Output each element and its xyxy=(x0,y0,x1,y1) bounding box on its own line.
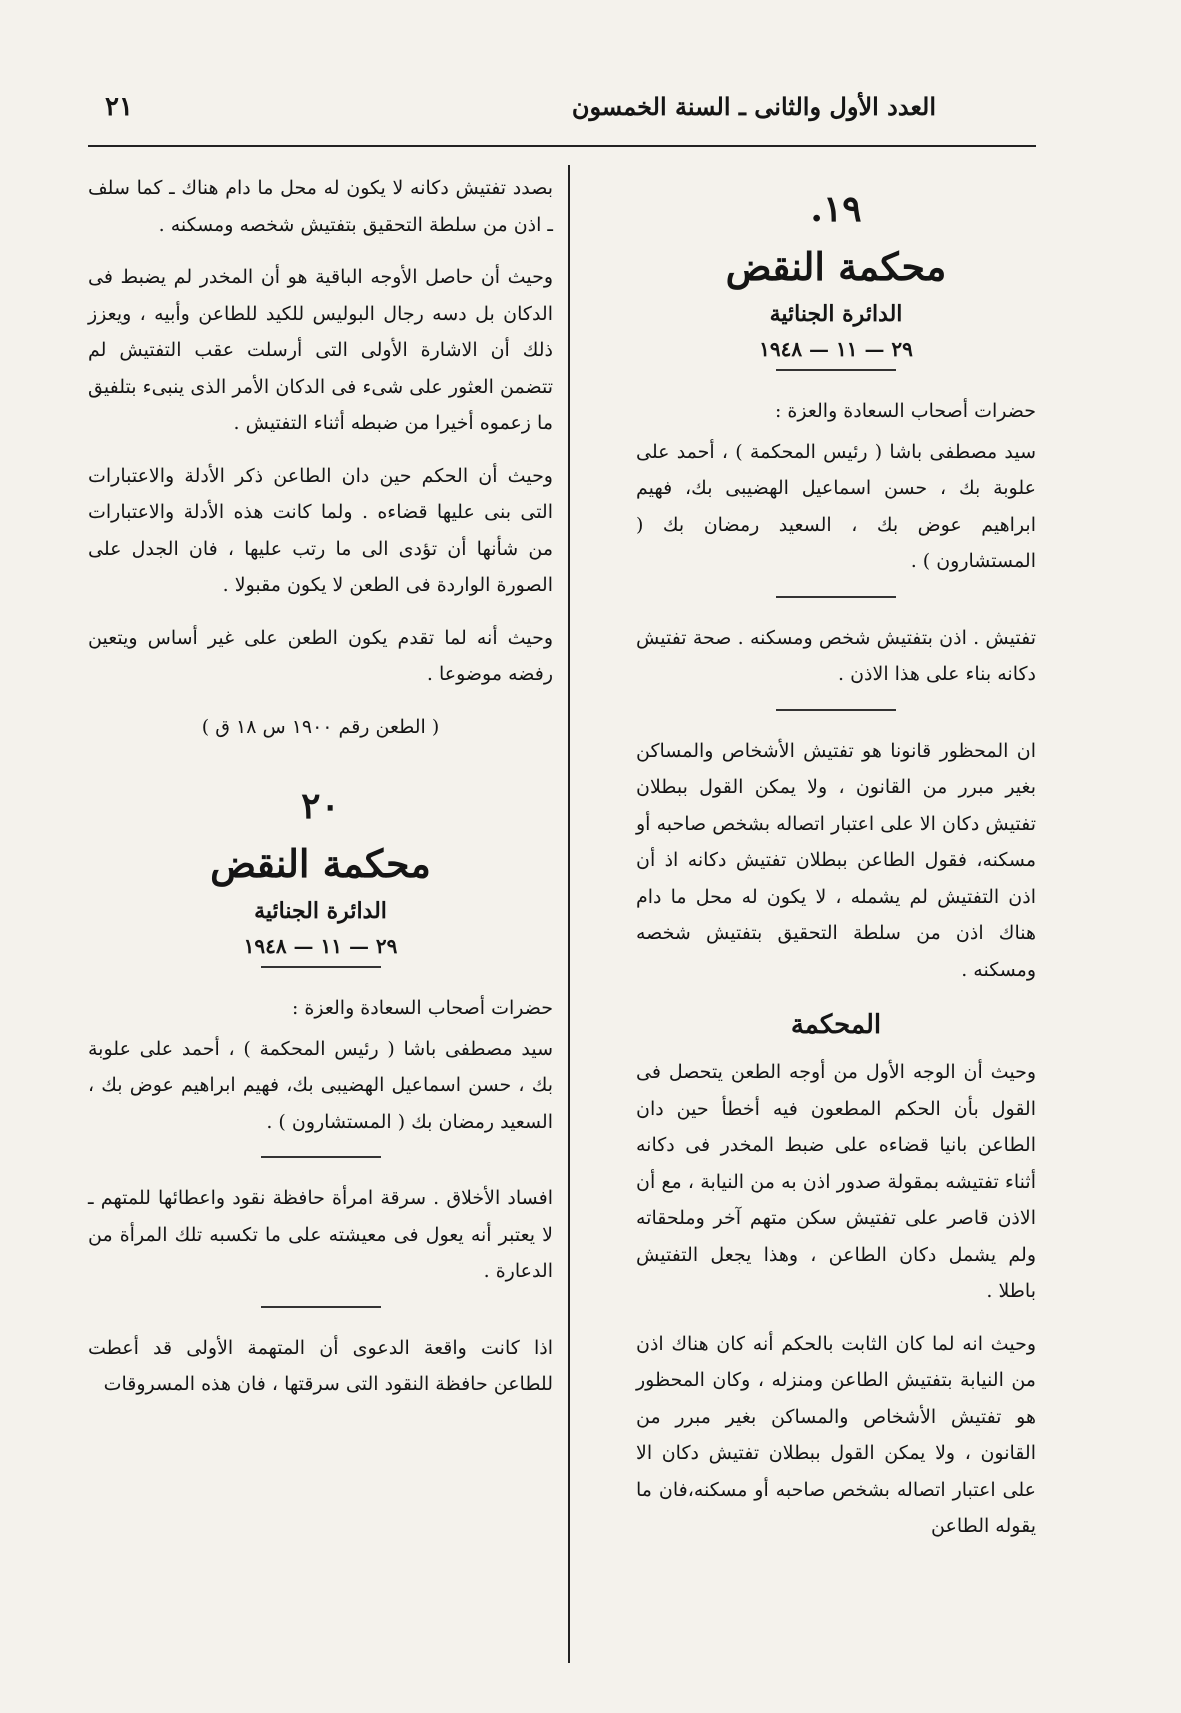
ruling-paragraph: وحيث انه لما كان الثابت بالحكم أنه كان هناك اذن من النيابة بتفتيش الطاعن ومنزله ، وكان المحظور هو تفتيش الأشخاص والمساكن بغير مبرر من القانون ، ولا يمكن القول ببطلان تفتيش دكان الا على اعتبار اتصاله بشخص صاحبه أو مسكنه،فان ما يقوله الطاعن xyxy=(636,1332,1036,1537)
case-number: ١٩. xyxy=(810,188,862,230)
separator xyxy=(261,1156,381,1158)
keywords: افساد الأخلاق . سرقة امرأة حافظة نقود واعطائها للمتهم ـ لا يعتبر أنه يعول فى معيشته على ما تكسبه تلك المرأة من الدعارة . xyxy=(88,1187,553,1282)
ruling-section-title: المحكمة xyxy=(790,1010,882,1040)
right-column xyxy=(636,170,1036,1561)
court-name: محكمة النقض xyxy=(725,244,947,289)
separator xyxy=(776,709,896,711)
separator xyxy=(261,966,381,968)
separator xyxy=(261,1306,381,1308)
judges-intro: حضرات أصحاب السعادة والعزة : xyxy=(291,997,553,1019)
journal-issue-title: العدد الأول والثانى ـ السنة الخمسون xyxy=(571,92,936,121)
page-number: ٢١ xyxy=(105,92,133,122)
separator xyxy=(776,596,896,598)
ruling-paragraph: وحيث أن الحكم حين دان الطاعن ذكر الأدلة والاعتبارات التى بنى عليها قضاءه . ولما كانت هذه الأدلة والاعتبارات من شأنها أن تؤدى الى ما رتب عليها ، فان الجدل على الصورة الواردة فى الطعن لا يكون مقبولا . xyxy=(88,464,553,596)
separator xyxy=(776,369,896,371)
left-column xyxy=(88,170,553,1419)
judges-list: سيد مصطفى باشا ( رئيس المحكمة ) ، أحمد على علوبة بك ، حسن اسماعيل الهضيبى بك، فهيم ابراهيم عوض بك ، السعيد رمضان بك ( المستشارون ) . xyxy=(636,440,1036,572)
legal-principle: ان المحظور قانونا هو تفتيش الأشخاص والمساكن بغير مبرر من القانون ، ولا يمكن القول ببطلان تفتيش دكان الا على اعتبار اتصاله بشخص صاحبه أو مسكنه، فقول الطاعن ببطلان تفتيش دكانه اذ أن اذن التفتيش لم يشمله ، لا يكون له محل ما دام هناك اذن من سلطة التحقيق بتفتيش شخصه ومسكنه . xyxy=(636,739,1037,981)
ruling-paragraph: وحيث أن الوجه الأول من أوجه الطعن يتحصل فى القول بأن الحكم المطعون فيه أخطأ حين دان الطاعن بانيا قضاءه على ضبط المخدر فى دكانه أثناء تفتيشه بمقولة صدور اذن به من النيابة ، مع أن الاذن قاصر على تفتيش سكن متهم آخر وملحقاته ولم يشمل دكان الطاعن ، وهذا يجعل التفتيش باطلا . xyxy=(636,1061,1036,1302)
ruling-paragraph: وحيث أنه لما تقدم يكون الطعن على غير أساس ويتعين رفضه موضوعا . xyxy=(88,626,553,685)
court-name: محكمة النقض xyxy=(210,841,431,886)
judges-list: سيد مصطفى باشا ( رئيس المحكمة ) ، أحمد على علوبة بك ، حسن اسماعيل الهضيبى بك، فهيم ابراهيم عوض بك ، السعيد رمضان بك ( المستشارون ) . xyxy=(88,1037,553,1133)
legal-principle: اذا كانت واقعة الدعوى أن المتهمة الأولى قد أعطت للطاعن حافظة النقود التى سرقتها ، فان هذه المسروقات xyxy=(88,1336,553,1395)
circuit-name: الدائرة الجنائية xyxy=(254,898,387,924)
case-number: ٢٠ xyxy=(301,785,340,827)
ruling-date: ٢٩ — ١١ — ١٩٤٨ xyxy=(759,337,913,361)
header-rule xyxy=(88,145,1036,147)
ruling-paragraph: بصدد تفتيش دكانه لا يكون له محل ما دام هناك ـ كما سلف ـ اذن من سلطة التحقيق بتفتيش شخصه ومسكنه . xyxy=(88,177,553,236)
judges-intro: حضرات أصحاب السعادة والعزة : xyxy=(774,400,1036,422)
ruling-paragraph: وحيث أن حاصل الأوجه الباقية هو أن المخدر لم يضبط فى الدكان بل دسه رجال البوليس للكيد للطاعن وأبيه ، ويعزز ذلك أن الاشارة الأولى التى أرسلت عقب التفتيش لم تتضمن العثور على شىء فى الدكان الأمر الذى ينبىء بتلفيق ما زعموه أخيرا من ضبطه أثناء التفتيش . xyxy=(88,266,553,434)
circuit-name: الدائرة الجنائية xyxy=(769,301,903,327)
page-header xyxy=(95,92,1086,140)
column-divider xyxy=(568,165,570,1663)
ruling-date: ٢٩ — ١١ — ١٩٤٨ xyxy=(243,934,398,958)
case-citation: ( الطعن رقم ١٩٠٠ س ١٨ ق ) xyxy=(201,715,440,738)
keywords: تفتيش . اذن بتفتيش شخص ومسكنه . صحة تفتيش دكانه بناء على هذا الاذن . xyxy=(636,626,1036,685)
